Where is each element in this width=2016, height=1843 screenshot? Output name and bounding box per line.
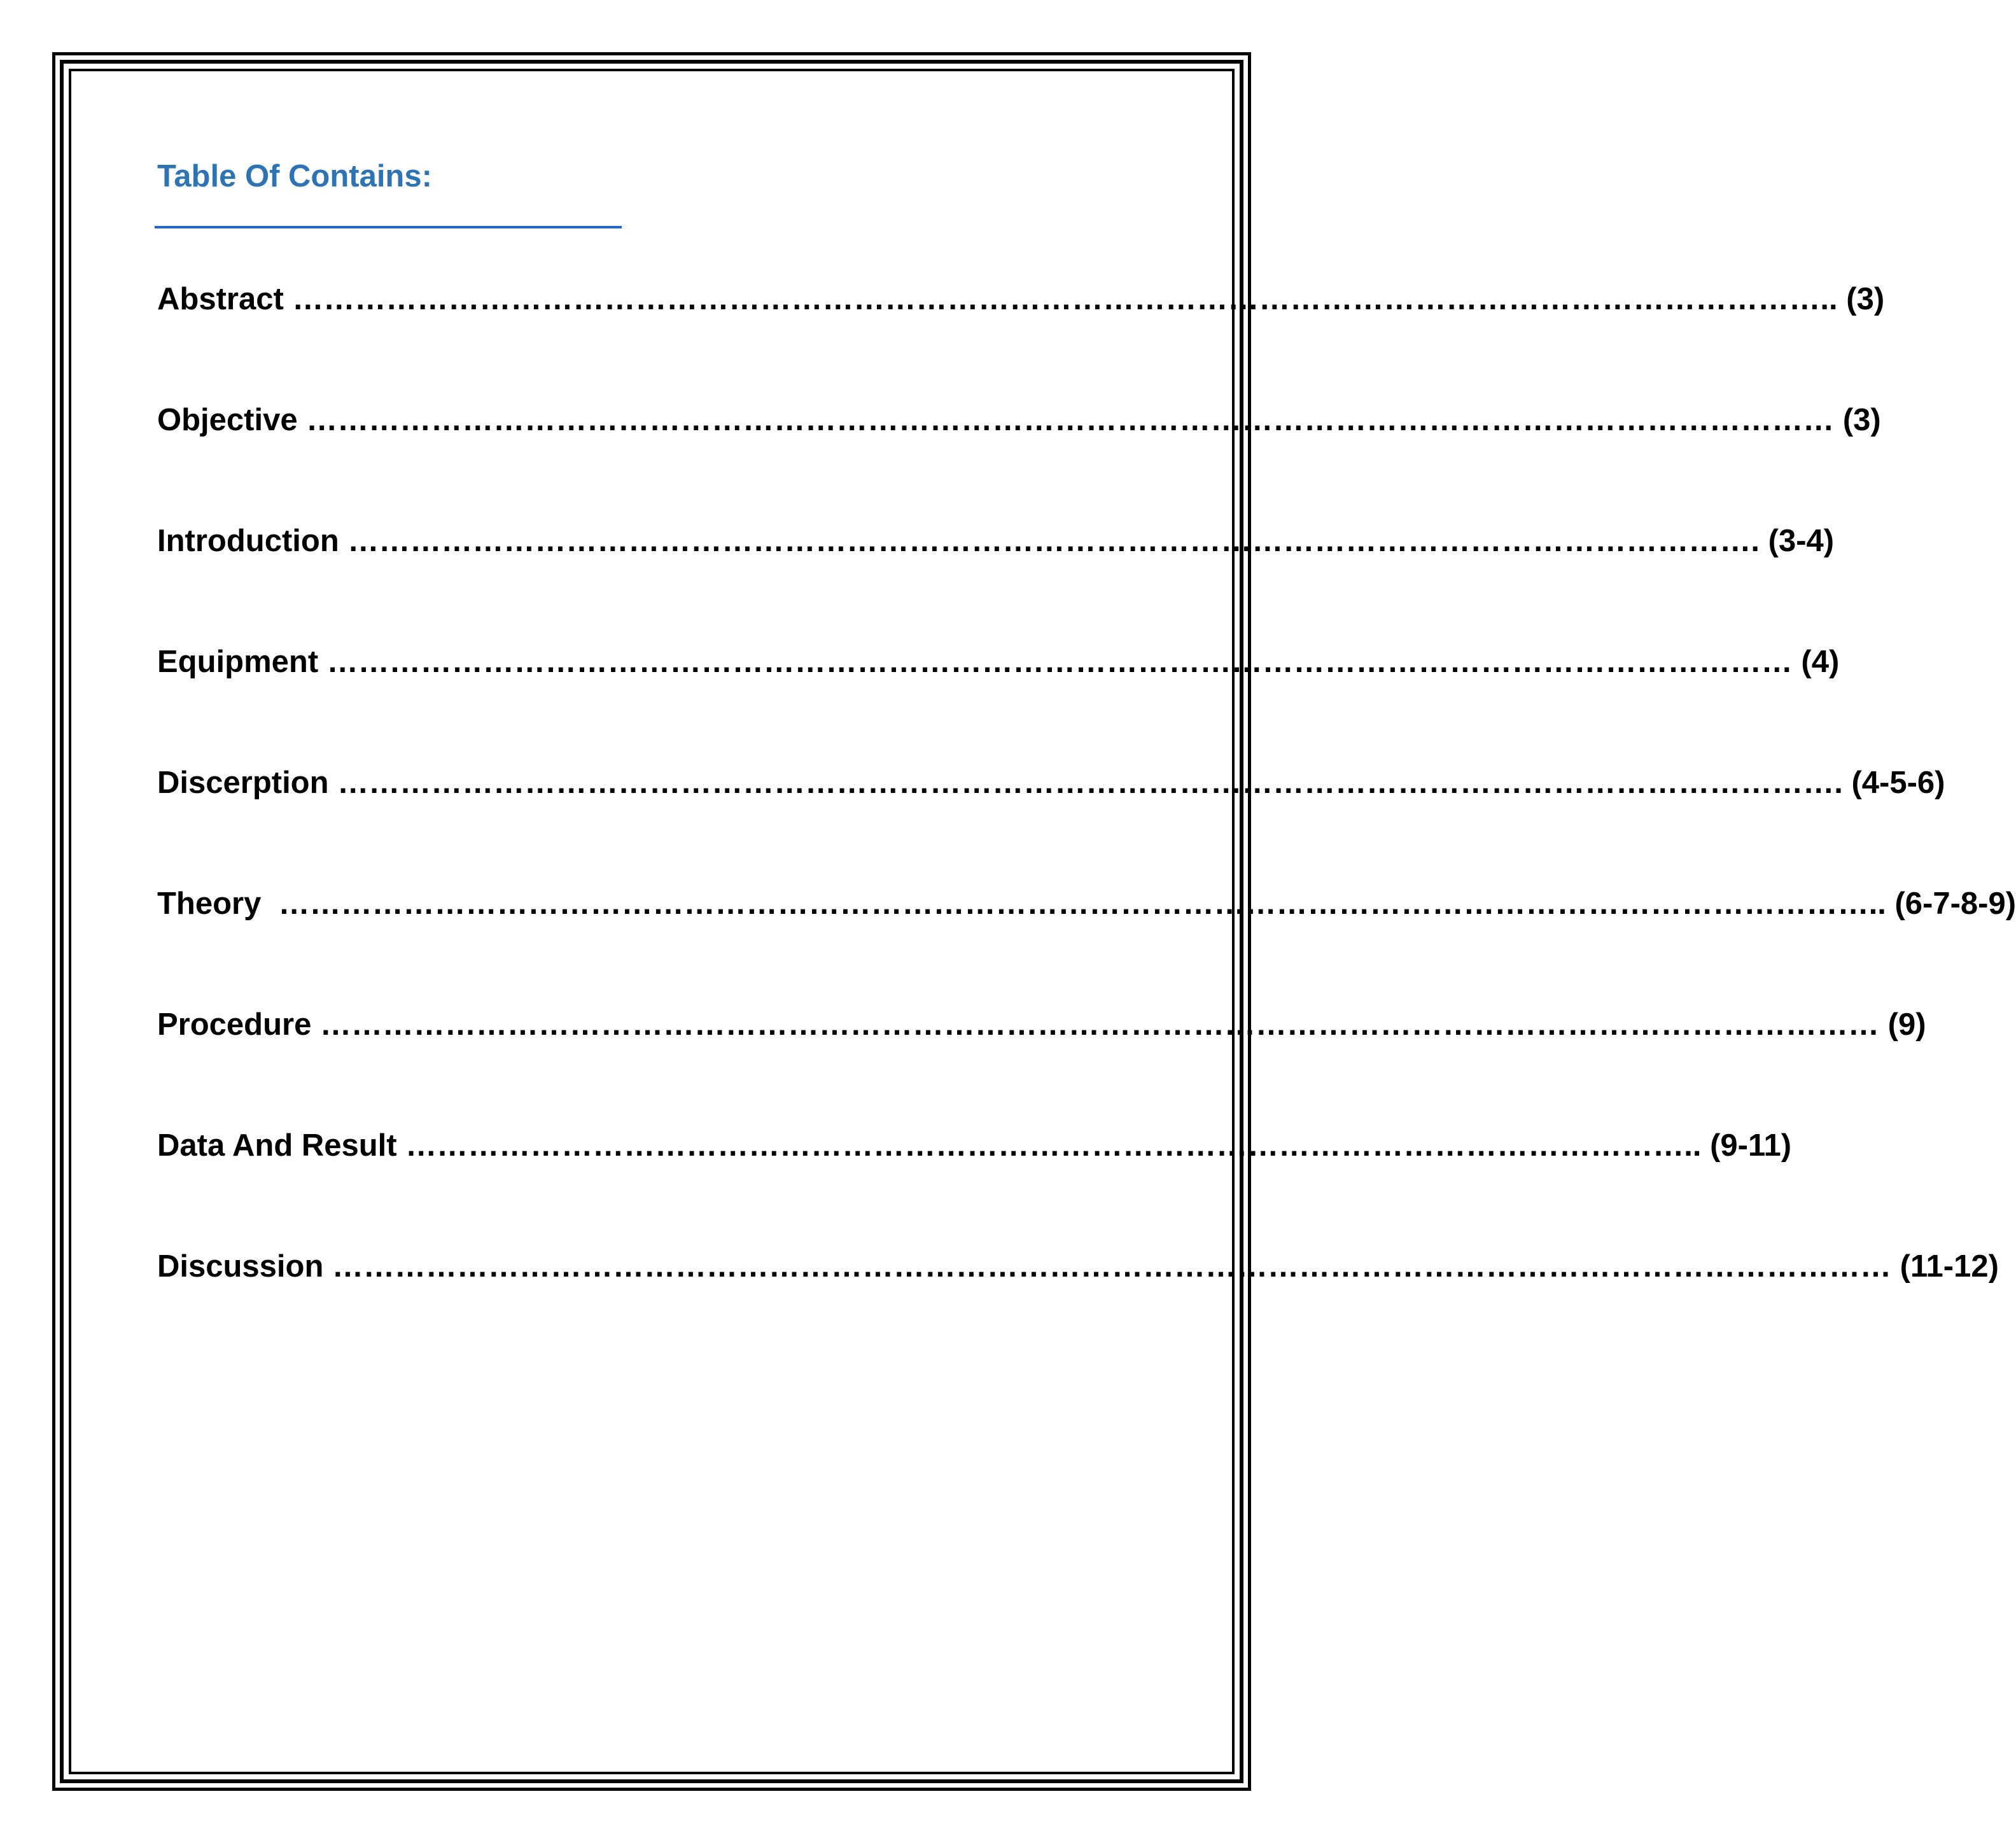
toc-entry-pages: (3)	[1842, 403, 1881, 437]
title-underline	[155, 226, 622, 228]
toc-entry-leader: ……………………………………………………………………………………………………………………………………	[320, 1007, 1879, 1042]
toc-entry-leader: ……………………………………………………………………………………………………………………………………	[332, 1249, 1892, 1284]
toc-entry-procedure	[157, 1006, 1926, 1044]
toc-entry-pages: (4)	[1801, 645, 1840, 679]
toc-entry-abstract	[157, 281, 1884, 318]
toc-entry-discussion	[157, 1248, 1999, 1286]
toc-entry-pages: (3)	[1846, 282, 1885, 316]
toc-entry-leader: ……………………………………………………………………………………………………………………………….	[337, 766, 1843, 800]
toc-entry-data-and-result	[157, 1127, 1791, 1165]
toc-entry-equipment	[157, 643, 1839, 681]
toc-entry-pages: (3-4)	[1768, 524, 1835, 558]
toc-entry-label: Discerption	[157, 766, 329, 800]
toc-entry-pages: (9-11)	[1710, 1128, 1792, 1163]
toc-entry-label: Equipment	[157, 645, 319, 679]
toc-entry-label: Theory	[157, 886, 270, 921]
toc-entry-theory	[157, 885, 2016, 923]
toc-entry-leader: ………………………………………………………………………………………………………………………………………..	[278, 886, 1886, 921]
toc-entry-pages: (6-7-8-9)	[1894, 886, 2016, 921]
toc-entry-label: Introduction	[157, 524, 339, 558]
toc-title: Table Of Contains:	[157, 159, 432, 193]
toc-entry-leader: …………………………………………………………………………………………………………………………………	[306, 403, 1835, 437]
toc-entry-label: Abstract	[157, 282, 284, 316]
toc-entry-pages: (11-12)	[1900, 1249, 1999, 1284]
toc-entry-label: Data And Result	[157, 1128, 397, 1163]
toc-entry-introduction	[157, 522, 1834, 560]
toc-entry-objective	[157, 402, 1881, 439]
toc-entry-label: Objective	[157, 403, 298, 437]
toc-entry-leader: …………………………………………………………………………………………………………………………………..	[292, 282, 1838, 316]
toc-entry-label: Discussion	[157, 1249, 324, 1284]
toc-entry-leader: ……………………………………………………………………………………………………………………….	[347, 524, 1760, 558]
toc-entry-pages: (4-5-6)	[1851, 766, 1945, 800]
toc-entry-leader: ……………………………………………………………………………………………………………………………	[326, 645, 1793, 679]
toc-entry-leader: ……………………………………………………………………………………………………………..	[405, 1128, 1702, 1163]
toc-entry-discerption	[157, 764, 1945, 802]
toc-entry-label: Procedure	[157, 1007, 312, 1042]
toc-entry-pages: (9)	[1887, 1007, 1926, 1042]
